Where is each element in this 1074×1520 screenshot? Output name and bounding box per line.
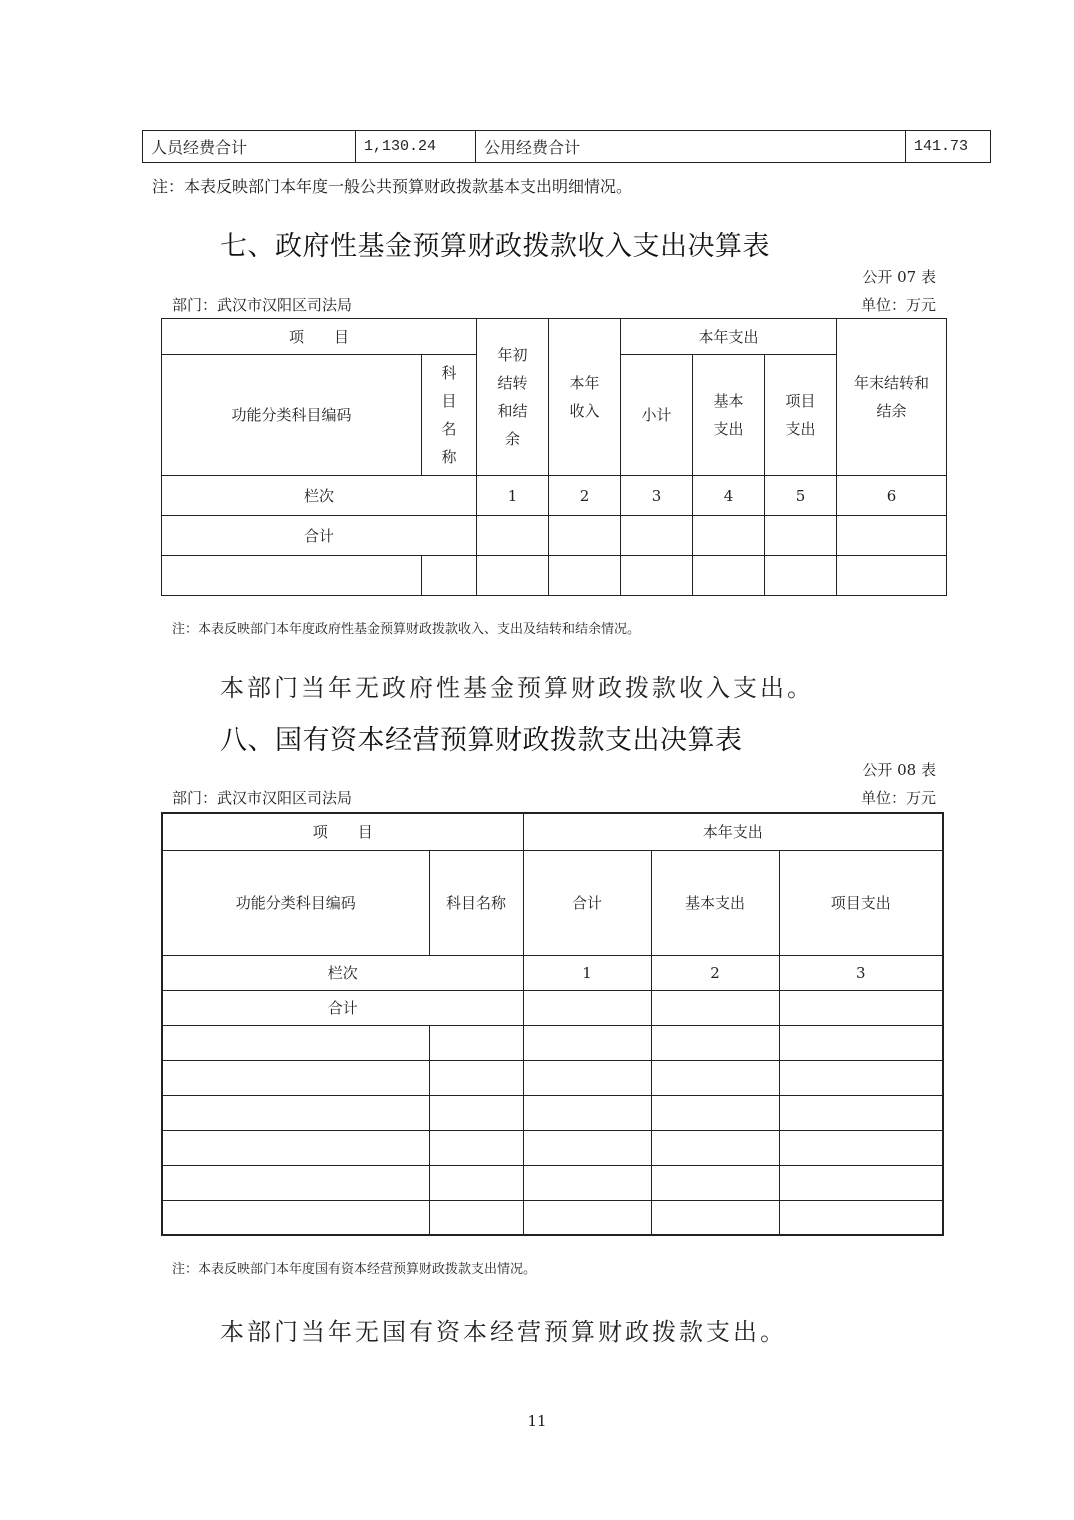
header-item: 项 目 (162, 813, 523, 850)
table-cell (651, 1200, 779, 1235)
column-number: 5 (765, 476, 837, 516)
column-row-label: 栏次 (162, 476, 477, 516)
table-cell (429, 1165, 523, 1200)
column-number: 1 (523, 955, 651, 990)
column-row-label: 栏次 (162, 955, 523, 990)
table-cell (429, 1200, 523, 1235)
table-cell (429, 1025, 523, 1060)
table-cell (765, 556, 837, 596)
table-cell (651, 1165, 779, 1200)
table-cell (162, 1130, 429, 1165)
section8-department: 部门：武汉市汉阳区司法局 (172, 789, 353, 807)
header-basic-expense: 基本 支出 (693, 355, 765, 476)
table-cell (765, 516, 837, 556)
table-row (162, 1025, 943, 1060)
header-basic-expense: 基本支出 (651, 850, 779, 955)
header-project-expense: 项目支出 (779, 850, 943, 955)
public-expense-label: 公用经费合计 (476, 131, 906, 163)
total-label: 合计 (162, 516, 477, 556)
section7-department: 部门：武汉市汉阳区司法局 (172, 296, 353, 314)
table-cell (651, 990, 779, 1025)
header-opening-balance: 年初 结转 和结 余 (477, 319, 549, 476)
table-cell (693, 516, 765, 556)
table-cell (621, 516, 693, 556)
table-cell (651, 1095, 779, 1130)
table-row (162, 1200, 943, 1235)
header-subject-name: 科 目 名 称 (422, 355, 477, 476)
table-cell (549, 516, 621, 556)
section7-statement: 本部门当年无政府性基金预算财政拨款收入支出。 (220, 674, 814, 702)
header-subject-name: 科目名称 (429, 850, 523, 955)
table-cell (429, 1130, 523, 1165)
section7-title: 七、政府性基金预算财政拨款收入支出决算表 (220, 231, 770, 262)
table-cell (429, 1060, 523, 1095)
personnel-expense-label: 人员经费合计 (143, 131, 356, 163)
table-cell (523, 1025, 651, 1060)
summary-note: 注：本表反映部门本年度一般公共预算财政拨款基本支出明细情况。 (152, 177, 633, 196)
header-total: 合计 (523, 850, 651, 955)
section7-note: 注：本表反映部门本年度政府性基金预算财政拨款收入、支出及结转和结余情况。 (172, 622, 641, 637)
header-income: 本年 收入 (549, 319, 621, 476)
header-project-expense: 项目 支出 (765, 355, 837, 476)
table-cell (779, 1165, 943, 1200)
public-expense-value: 141.73 (906, 131, 991, 163)
section8-title: 八、国有资本经营预算财政拨款支出决算表 (220, 725, 743, 756)
table-cell (779, 1060, 943, 1095)
table-cell (779, 1095, 943, 1130)
table-row (162, 556, 947, 596)
table-cell (162, 1095, 429, 1130)
table-cell (162, 1200, 429, 1235)
personnel-expense-value: 1,130.24 (356, 131, 476, 163)
table-cell (162, 1165, 429, 1200)
expense-summary-table (142, 130, 991, 163)
header-func-code: 功能分类科目编码 (162, 355, 422, 476)
table-cell (523, 1165, 651, 1200)
section8-statement: 本部门当年无国有资本经营预算财政拨款支出。 (220, 1318, 787, 1346)
table-cell (162, 1060, 429, 1095)
table-cell (549, 556, 621, 596)
gov-fund-budget-table (161, 318, 947, 596)
section7-table-code: 公开 07 表 (862, 268, 936, 286)
column-number: 3 (779, 955, 943, 990)
section8-unit: 单位：万元 (860, 789, 936, 807)
table-cell (429, 1095, 523, 1130)
section8-note: 注：本表反映部门本年度国有资本经营预算财政拨款支出情况。 (172, 1262, 537, 1277)
column-number: 2 (549, 476, 621, 516)
column-number: 4 (693, 476, 765, 516)
column-number: 3 (621, 476, 693, 516)
column-number: 2 (651, 955, 779, 990)
header-subtotal: 小计 (621, 355, 693, 476)
table-cell (477, 556, 549, 596)
table-cell (523, 1060, 651, 1095)
table-row (162, 1060, 943, 1095)
table-cell (693, 556, 765, 596)
table-cell (651, 1025, 779, 1060)
column-number-row (162, 476, 947, 516)
table-cell (477, 516, 549, 556)
total-row (162, 990, 943, 1025)
header-func-code: 功能分类科目编码 (162, 850, 429, 955)
column-number: 1 (477, 476, 549, 516)
table-cell (523, 1200, 651, 1235)
table-row (162, 1095, 943, 1130)
table-cell (651, 1130, 779, 1165)
header-expense-group: 本年支出 (621, 319, 837, 355)
total-row (162, 516, 947, 556)
table-cell (162, 1025, 429, 1060)
page-number: 11 (527, 1412, 547, 1430)
table-cell (779, 1200, 943, 1235)
table-cell (837, 556, 947, 596)
column-number-row (162, 955, 943, 990)
table-row (162, 1165, 943, 1200)
table-cell (523, 990, 651, 1025)
table-row (162, 1130, 943, 1165)
header-item: 项 目 (162, 319, 477, 355)
section8-table-code: 公开 08 表 (862, 761, 936, 779)
total-label: 合计 (162, 990, 523, 1025)
table-cell (779, 1025, 943, 1060)
table-cell (523, 1095, 651, 1130)
section7-unit: 单位：万元 (860, 296, 936, 314)
table-cell (779, 1130, 943, 1165)
table-cell (651, 1060, 779, 1095)
table-cell (162, 556, 422, 596)
table-cell (523, 1130, 651, 1165)
table-cell (422, 556, 477, 596)
header-closing-balance: 年末结转和 结余 (837, 319, 947, 476)
header-expense-group: 本年支出 (523, 813, 943, 850)
table-cell (621, 556, 693, 596)
state-capital-budget-table (161, 812, 944, 1236)
table-cell (779, 990, 943, 1025)
table-cell (837, 516, 947, 556)
column-number: 6 (837, 476, 947, 516)
